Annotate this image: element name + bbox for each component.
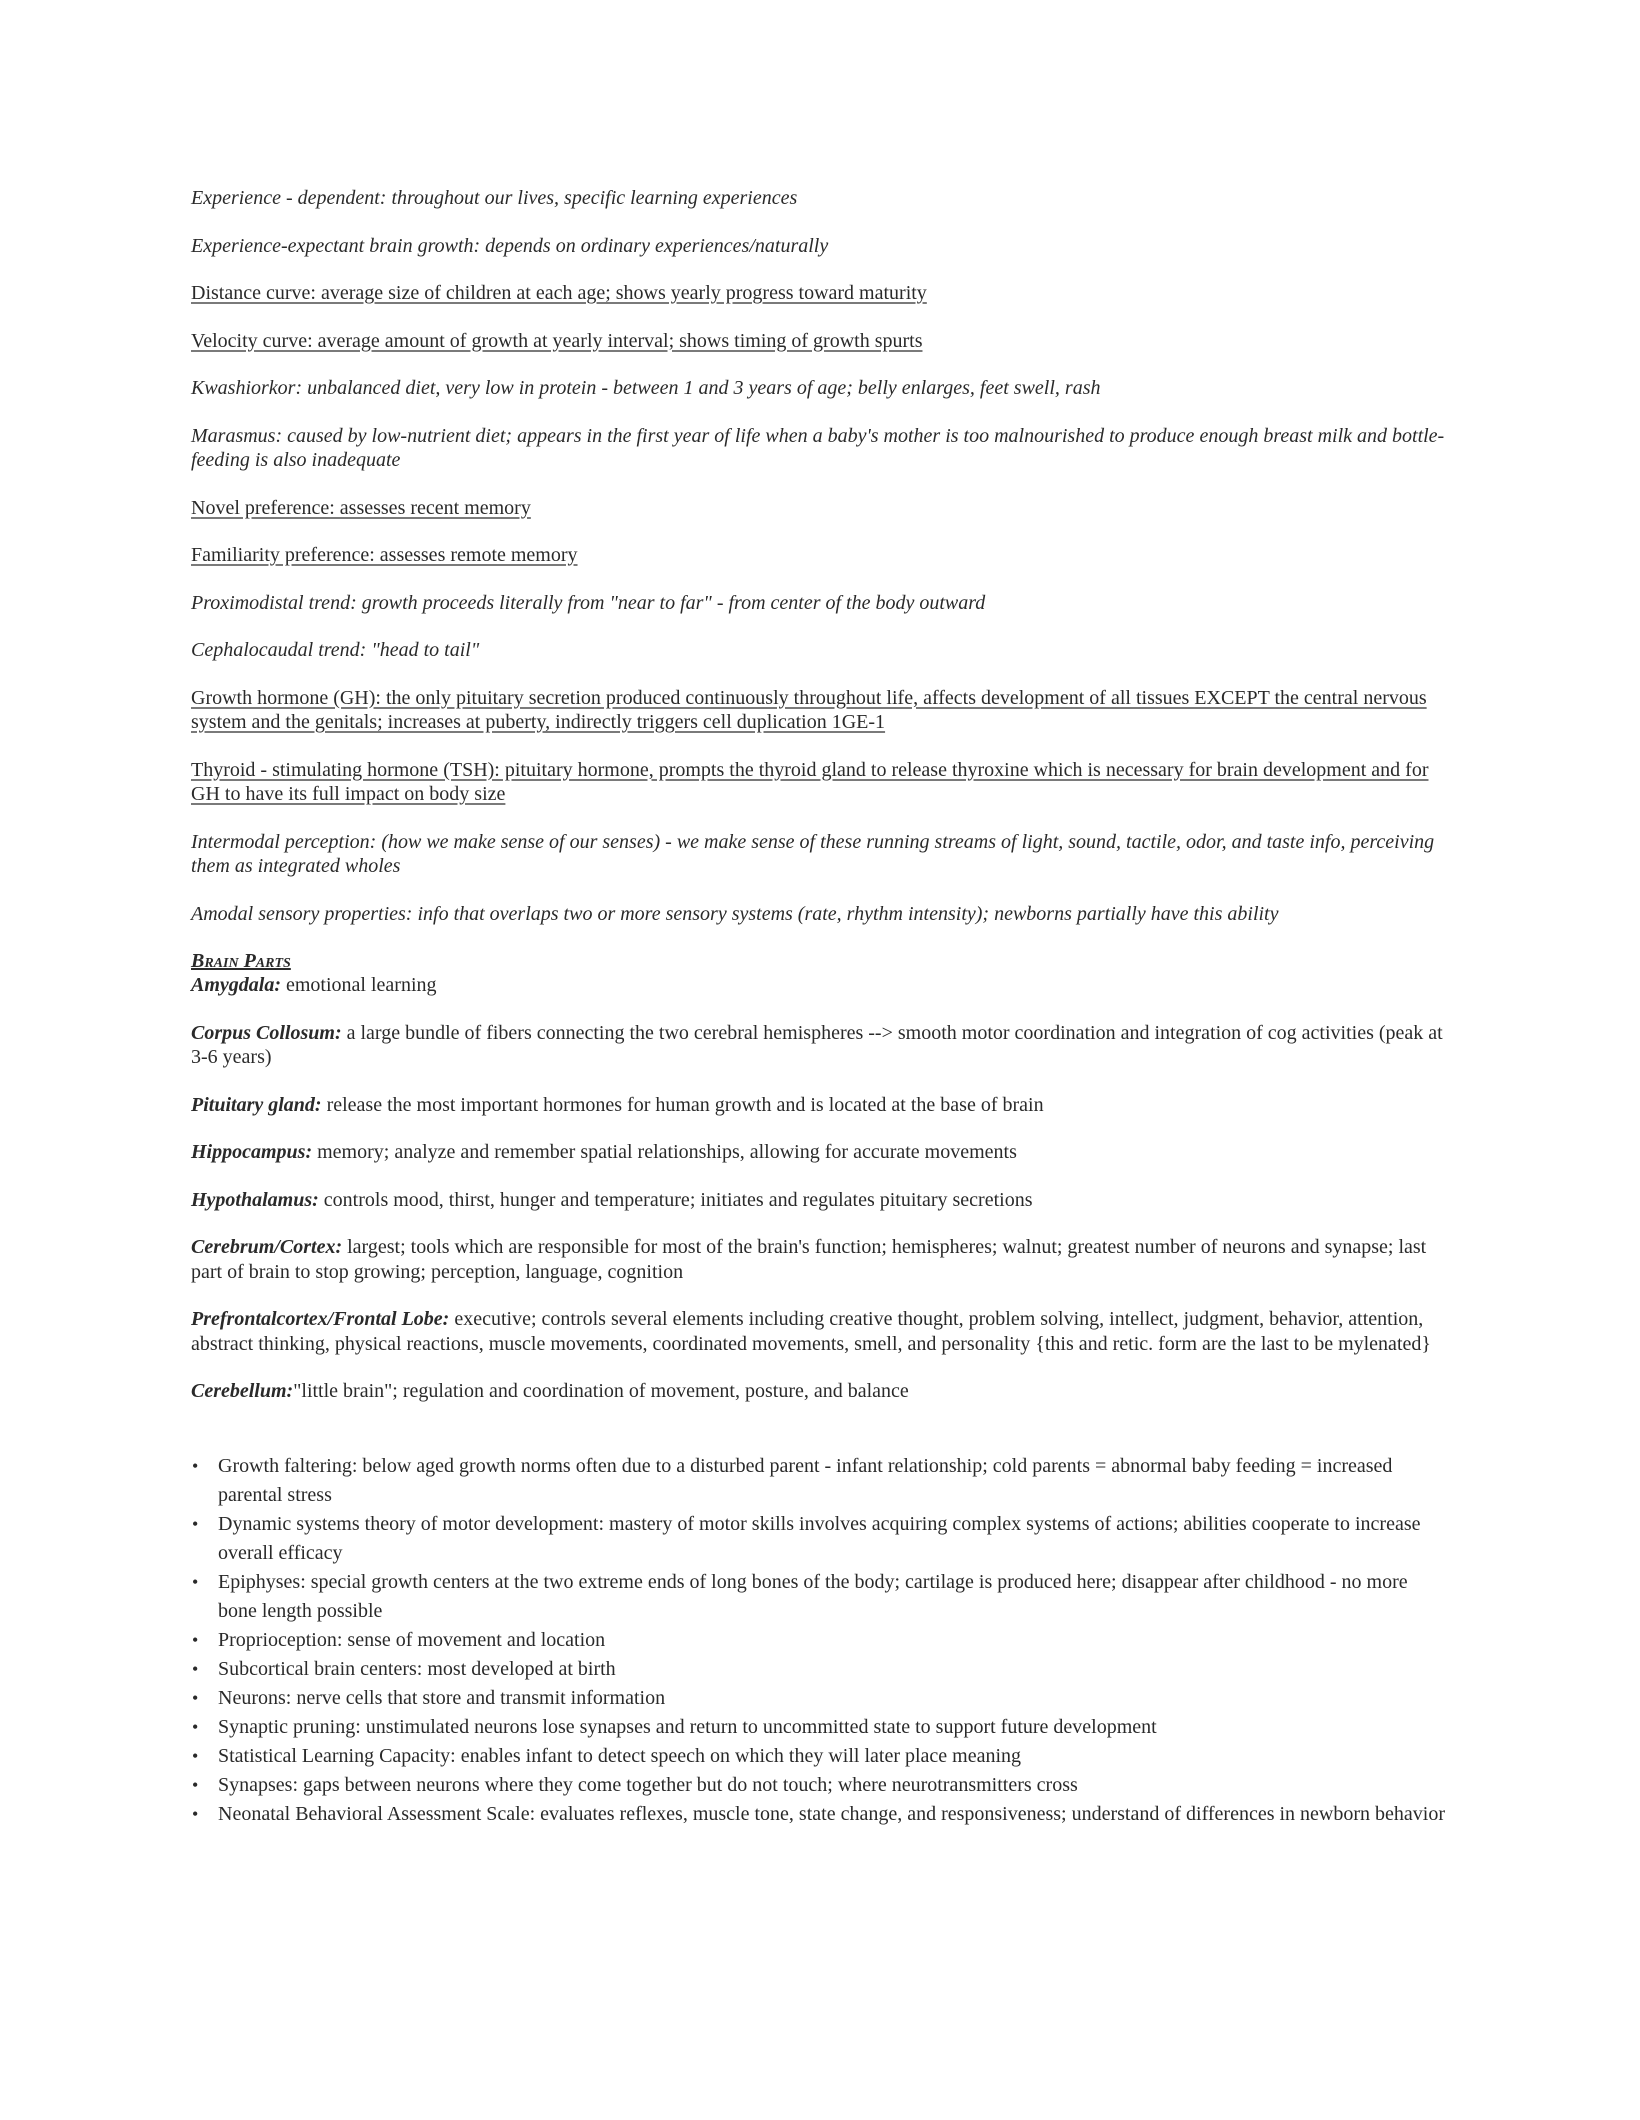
- list-item: [191, 1452, 1451, 1510]
- brain-part-description: release the most important hormones for human growth and is located at the base of brain: [321, 1093, 1044, 1116]
- definition-thyroid-stimulating-hormone: Thyroid - stimulating hormone (TSH): pituitary hormone, prompts the thyroid gland to release thyroxine which is necessary for brain development and for GH to have its full impact on body size: [191, 758, 1429, 805]
- list-item: [191, 1771, 1451, 1800]
- definition-distance-curve: Distance curve: average size of children at each age; shows yearly progress toward maturity: [191, 282, 927, 304]
- bullet-icon: •: [192, 1803, 199, 1824]
- list-item-text: Synaptic pruning: unstimulated neurons lose synapses and return to uncommitted state to support future development: [218, 1715, 1157, 1738]
- bullet-icon: •: [192, 1455, 199, 1476]
- brain-part-description: a large bundle of fibers connecting the two cerebral hemispheres --> smooth motor coordination and integration of cog activities (peak at 3-6 years): [191, 1021, 1443, 1068]
- list-item: [191, 1684, 1451, 1713]
- brain-part-term: Prefrontalcortex/Frontal Lobe:: [191, 1308, 450, 1330]
- list-item: [191, 1626, 1451, 1655]
- list-item: [191, 1568, 1451, 1626]
- definition-cephalocaudal-trend: Cephalocaudal trend: "head to tail": [191, 639, 480, 661]
- brain-part-prefrontal-cortex: [191, 1307, 1451, 1356]
- list-item-text: Synapses: gaps between neurons where they come together but do not touch; where neurotransmitters cross: [218, 1773, 1078, 1796]
- brain-part-term: Corpus Collosum:: [191, 1021, 342, 1044]
- list-item-text: Growth faltering: below aged growth norms often due to a disturbed parent - infant relationship; cold parents = abnormal baby feeding = increased parental stress: [218, 1454, 1393, 1506]
- bullet-icon: •: [192, 1745, 199, 1766]
- bullet-list: [191, 1452, 1451, 1829]
- brain-parts-section: [191, 949, 1451, 1404]
- brain-part-pituitary-gland: [191, 1093, 1451, 1118]
- brain-part-description: emotional learning: [281, 974, 437, 996]
- list-item-text: Proprioception: sense of movement and location: [218, 1628, 606, 1651]
- brain-part-term: Cerebrum/Cortex:: [191, 1236, 343, 1258]
- brain-part-amygdala: [191, 973, 1451, 998]
- bullet-icon: •: [192, 1774, 199, 1795]
- bullet-icon: •: [192, 1571, 199, 1592]
- bullet-icon: •: [192, 1716, 199, 1737]
- brain-part-term: Amygdala:: [191, 974, 281, 996]
- brain-part-term: Hypothalamus:: [191, 1188, 319, 1211]
- list-item-text: Subcortical brain centers: most developed at birth: [218, 1657, 616, 1680]
- definition-experience-dependent: Experience - dependent: throughout our lives, specific learning experiences: [191, 187, 798, 209]
- brain-part-description: executive; controls several elements including creative thought, problem solving, intellect, judgment, behavior, attention, abstract thinking, physical reactions, muscle movements, coordinated movements, smell, and personality {this and retic. form are the last to be mylenated}: [191, 1308, 1431, 1355]
- list-item-text: Statistical Learning Capacity: enables infant to detect speech on which they will later place meaning: [218, 1744, 1022, 1767]
- list-item-text: Dynamic systems theory of motor development: mastery of motor skills involves acquiring complex systems of actions; abilities cooperate to increase overall efficacy: [218, 1512, 1421, 1564]
- brain-part-term: Cerebellum:: [191, 1380, 294, 1402]
- definition-intermodal-perception: Intermodal perception: (how we make sense of our senses) - we make sense of these running streams of light, sound, tactile, odor, and taste info, perceiving them as integrated wholes: [191, 830, 1435, 877]
- definition-proximodistal-trend: Proximodistal trend: growth proceeds literally from "near to far" - from center of the body outward: [191, 591, 986, 614]
- brain-part-description: controls mood, thirst, hunger and temperature; initiates and regulates pituitary secretions: [318, 1188, 1033, 1211]
- list-item: [191, 1655, 1451, 1684]
- brain-part-term: Hippocampus:: [191, 1141, 313, 1163]
- definition-marasmus: Marasmus: caused by low-nutrient diet; appears in the first year of life when a baby's mother is too malnourished to produce enough breast milk and bottle-feeding is also inadequate: [191, 424, 1445, 471]
- list-item: [191, 1742, 1451, 1771]
- definition-experience-expectant: Experience-expectant brain growth: depends on ordinary experiences/naturally: [191, 234, 829, 257]
- definition-kwashiorkor: Kwashiorkor: unbalanced diet, very low in protein - between 1 and 3 years of age; belly enlarges, feet swell, rash: [191, 377, 1101, 399]
- bullet-icon: •: [192, 1687, 199, 1708]
- brain-part-cerebellum: [191, 1379, 1451, 1404]
- brain-part-corpus-collosum: [191, 1021, 1451, 1070]
- document-page: [191, 186, 1451, 1829]
- definition-growth-hormone: Growth hormone (GH): the only pituitary secretion produced continuously throughout life, affects development of all tissues EXCEPT the central nervous system and the genitals; increases at puberty, indirectly triggers cell duplication 1GE-1: [191, 686, 1427, 733]
- brain-part-hippocampus: [191, 1140, 1451, 1165]
- brain-part-description: "little brain"; regulation and coordination of movement, posture, and balance: [293, 1380, 909, 1402]
- list-item-text: Neonatal Behavioral Assessment Scale: evaluates reflexes, muscle tone, state change, and responsiveness; understand of differences in newborn behavior: [218, 1802, 1446, 1825]
- list-item-text: Neurons: nerve cells that store and transmit information: [218, 1686, 666, 1709]
- bullet-icon: •: [192, 1629, 199, 1650]
- section-heading: Brain Parts: [191, 950, 291, 972]
- list-item: [191, 1800, 1451, 1829]
- definition-familiarity-preference: Familiarity preference: assesses remote memory: [191, 544, 578, 566]
- definition-velocity-curve: Velocity curve: average amount of growth at yearly interval; shows timing of growth spurts: [191, 329, 923, 352]
- brain-part-hypothalamus: [191, 1188, 1451, 1213]
- bullet-icon: •: [192, 1658, 199, 1679]
- list-item: [191, 1713, 1451, 1742]
- list-item: [191, 1510, 1451, 1568]
- bullet-icon: •: [192, 1513, 199, 1534]
- brain-part-term: Pituitary gland:: [191, 1093, 322, 1116]
- definition-amodal-sensory-properties: Amodal sensory properties: info that overlaps two or more sensory systems (rate, rhythm intensity); newborns partially have this ability: [191, 902, 1279, 925]
- brain-part-description: largest; tools which are responsible for most of the brain's function; hemispheres; walnut; greatest number of neurons and synapse; last part of brain to stop growing; perception, language, cognition: [191, 1236, 1427, 1283]
- list-item-text: Epiphyses: special growth centers at the two extreme ends of long bones of the body; cartilage is produced here; disappear after childhood - no more bone length possible: [218, 1570, 1408, 1622]
- definition-novel-preference: Novel preference: assesses recent memory: [191, 496, 531, 519]
- brain-part-cerebrum-cortex: [191, 1235, 1451, 1284]
- brain-part-description: memory; analyze and remember spatial relationships, allowing for accurate movements: [312, 1141, 1017, 1163]
